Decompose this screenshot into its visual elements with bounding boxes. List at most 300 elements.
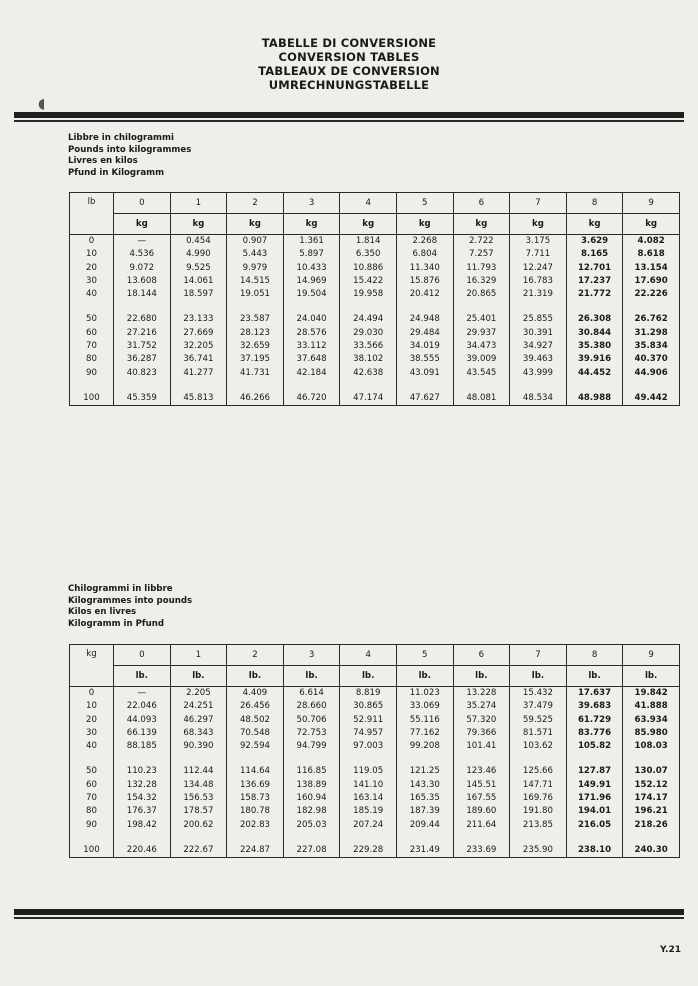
value-cell: 33.112 [283, 340, 340, 353]
row-label-cell: 30 [70, 727, 114, 740]
value-cell: 94.799 [283, 740, 340, 753]
value-cell: 229.28 [340, 844, 397, 858]
value-cell: 30.844 [566, 327, 623, 340]
row-label-cell: 60 [70, 327, 114, 340]
digit-header-cell: 8 [566, 645, 623, 666]
value-cell: 85.980 [623, 727, 680, 740]
value-cell: 222.67 [170, 844, 227, 858]
value-cell: 112.44 [170, 765, 227, 778]
value-cell: 29.937 [453, 327, 510, 340]
value-cell: 10.433 [283, 262, 340, 275]
value-cell: 185.19 [340, 805, 397, 818]
value-cell: 88.185 [114, 740, 171, 753]
value-cell: 29.484 [396, 327, 453, 340]
row-label-cell: 10 [70, 700, 114, 713]
table-row [70, 714, 680, 727]
digit-header-cell: 1 [170, 193, 227, 214]
value-cell: 22.226 [623, 288, 680, 301]
value-cell: 5.443 [227, 248, 284, 261]
digit-header-cell: 9 [623, 193, 680, 214]
title-german: UMRECHNUNGSTABELLE [268, 78, 430, 92]
value-cell: 211.64 [453, 819, 510, 832]
pounds-to-kilograms-table [69, 192, 680, 406]
digit-header-cell: 2 [227, 645, 284, 666]
value-cell: 8.165 [566, 248, 623, 261]
value-cell: 37.195 [227, 353, 284, 366]
bottom-rule [14, 909, 684, 919]
value-cell: 141.10 [340, 779, 397, 792]
value-cell: 16.783 [510, 275, 567, 288]
value-cell: 79.366 [453, 727, 510, 740]
value-cell: 218.26 [623, 819, 680, 832]
value-cell: 196.21 [623, 805, 680, 818]
value-cell: 43.999 [510, 367, 567, 380]
digit-header-cell: 6 [453, 193, 510, 214]
value-cell: 66.139 [114, 727, 171, 740]
value-cell: 42.184 [283, 367, 340, 380]
value-cell: 213.85 [510, 819, 567, 832]
value-cell: 31.298 [623, 327, 680, 340]
row-label-cell: 100 [70, 844, 114, 858]
title-block [0, 36, 698, 92]
value-cell: 77.162 [396, 727, 453, 740]
value-cell: 22.046 [114, 700, 171, 713]
row-label-cell: 30 [70, 275, 114, 288]
digit-header-cell: 8 [566, 193, 623, 214]
table-row [70, 392, 680, 406]
unit-header-cell: kg [566, 214, 623, 235]
value-cell: 11.023 [396, 687, 453, 701]
value-cell: 26.308 [566, 313, 623, 326]
value-cell: 4.536 [114, 248, 171, 261]
row-label-cell: 20 [70, 262, 114, 275]
value-cell: 24.040 [283, 313, 340, 326]
value-cell: 35.380 [566, 340, 623, 353]
value-cell: 9.525 [170, 262, 227, 275]
table-row [70, 248, 680, 261]
value-cell: 44.906 [623, 367, 680, 380]
value-cell: 19.842 [623, 687, 680, 701]
value-cell: 23.587 [227, 313, 284, 326]
value-cell: 12.247 [510, 262, 567, 275]
value-cell: 22.680 [114, 313, 171, 326]
value-cell: 47.174 [340, 392, 397, 406]
value-cell: 27.216 [114, 327, 171, 340]
unit-header-cell: lb. [170, 666, 227, 687]
unit-header-cell: kg [453, 214, 510, 235]
value-cell: 167.55 [453, 792, 510, 805]
value-cell: 123.46 [453, 765, 510, 778]
value-cell: 220.46 [114, 844, 171, 858]
table-row [70, 727, 680, 740]
value-cell: 39.463 [510, 353, 567, 366]
unit-header-cell: lb. [566, 666, 623, 687]
value-cell: 19.958 [340, 288, 397, 301]
table2-caption-french: Kilos en livres [68, 607, 137, 618]
value-cell: 205.03 [283, 819, 340, 832]
value-cell: — [114, 235, 171, 249]
table-row [70, 340, 680, 353]
table-row [70, 844, 680, 858]
value-cell: 0.907 [227, 235, 284, 249]
value-cell: 7.257 [453, 248, 510, 261]
value-cell: 4.082 [623, 235, 680, 249]
value-cell: 180.78 [227, 805, 284, 818]
value-cell: 216.05 [566, 819, 623, 832]
value-cell: 6.350 [340, 248, 397, 261]
value-cell: 7.711 [510, 248, 567, 261]
unit-header-cell: lb. [396, 666, 453, 687]
value-cell: 174.17 [623, 792, 680, 805]
value-cell: 97.003 [340, 740, 397, 753]
row-label-cell: 80 [70, 353, 114, 366]
value-cell: 231.49 [396, 844, 453, 858]
table-row [70, 805, 680, 818]
unit-header-cell: kg [114, 214, 171, 235]
value-cell: 1.814 [340, 235, 397, 249]
digit-header-row [70, 193, 680, 214]
value-cell: 194.01 [566, 805, 623, 818]
value-cell: 83.776 [566, 727, 623, 740]
value-cell: 47.627 [396, 392, 453, 406]
unit-header-row [70, 666, 680, 687]
value-cell: 154.32 [114, 792, 171, 805]
value-cell: 28.660 [283, 700, 340, 713]
table-row [70, 367, 680, 380]
value-cell: 238.10 [566, 844, 623, 858]
value-cell: 49.442 [623, 392, 680, 406]
title-french: TABLEAUX DE CONVERSION [258, 64, 440, 78]
value-cell: 101.41 [453, 740, 510, 753]
value-cell: 2.722 [453, 235, 510, 249]
value-cell: 178.57 [170, 805, 227, 818]
value-cell: 9.979 [227, 262, 284, 275]
value-cell: 27.669 [170, 327, 227, 340]
value-cell: 39.916 [566, 353, 623, 366]
value-cell: 2.205 [170, 687, 227, 701]
value-cell: 72.753 [283, 727, 340, 740]
row-label-cell: 90 [70, 819, 114, 832]
table-row [70, 353, 680, 366]
value-cell: 189.60 [453, 805, 510, 818]
value-cell: 26.456 [227, 700, 284, 713]
value-cell: 18.597 [170, 288, 227, 301]
value-cell: 81.571 [510, 727, 567, 740]
value-cell: 17.690 [623, 275, 680, 288]
table-row [70, 687, 680, 701]
table-row [70, 327, 680, 340]
value-cell: 25.401 [453, 313, 510, 326]
value-cell: 43.545 [453, 367, 510, 380]
table1-caption-german: Pfund in Kilogramm [68, 167, 165, 178]
unit-header-cell: kg [227, 214, 284, 235]
digit-header-cell: 5 [396, 193, 453, 214]
value-cell: 30.865 [340, 700, 397, 713]
value-cell: 24.251 [170, 700, 227, 713]
value-cell: 33.069 [396, 700, 453, 713]
value-cell: 136.69 [227, 779, 284, 792]
value-cell: 176.37 [114, 805, 171, 818]
row-label-cell: 10 [70, 248, 114, 261]
value-cell: 0.454 [170, 235, 227, 249]
value-cell: 13.154 [623, 262, 680, 275]
value-cell: 3.175 [510, 235, 567, 249]
table-row [70, 313, 680, 326]
value-cell: 39.009 [453, 353, 510, 366]
value-cell: 16.329 [453, 275, 510, 288]
table-row [70, 765, 680, 778]
table-row [70, 262, 680, 275]
unit-header-cell: lb. [510, 666, 567, 687]
value-cell: 38.102 [340, 353, 397, 366]
value-cell: 36.287 [114, 353, 171, 366]
value-cell: 48.534 [510, 392, 567, 406]
value-cell: 224.87 [227, 844, 284, 858]
value-cell: 74.957 [340, 727, 397, 740]
row-label-cell: 70 [70, 340, 114, 353]
value-cell: 191.80 [510, 805, 567, 818]
value-cell: 43.091 [396, 367, 453, 380]
value-cell: 10.886 [340, 262, 397, 275]
value-cell: 32.205 [170, 340, 227, 353]
value-cell: 46.266 [227, 392, 284, 406]
value-cell: 41.731 [227, 367, 284, 380]
value-cell: 70.548 [227, 727, 284, 740]
value-cell: 41.277 [170, 367, 227, 380]
value-cell: 40.823 [114, 367, 171, 380]
unit-header-cell: kg [283, 214, 340, 235]
value-cell: 227.08 [283, 844, 340, 858]
value-cell: 48.988 [566, 392, 623, 406]
corner-unit-cell: lb [70, 193, 114, 235]
unit-header-cell: lb. [283, 666, 340, 687]
digit-header-cell: 1 [170, 645, 227, 666]
value-cell: 147.71 [510, 779, 567, 792]
digit-header-cell: 7 [510, 645, 567, 666]
value-cell: 37.479 [510, 700, 567, 713]
row-label-cell: 80 [70, 805, 114, 818]
digit-header-row [70, 645, 680, 666]
value-cell: 171.96 [566, 792, 623, 805]
value-cell: 15.432 [510, 687, 567, 701]
value-cell: 20.412 [396, 288, 453, 301]
value-cell: 21.319 [510, 288, 567, 301]
value-cell: 34.019 [396, 340, 453, 353]
table1-caption-english: Pounds into kilogrammes [68, 144, 192, 155]
value-cell: 29.030 [340, 327, 397, 340]
table1-caption-italian: Libbre in chilogrammi [68, 133, 174, 143]
value-cell: 152.12 [623, 779, 680, 792]
value-cell: 127.87 [566, 765, 623, 778]
value-cell: 8.819 [340, 687, 397, 701]
row-label-cell: 50 [70, 765, 114, 778]
value-cell: 45.813 [170, 392, 227, 406]
value-cell: 6.614 [283, 687, 340, 701]
row-label-cell: 20 [70, 714, 114, 727]
value-cell: 198.42 [114, 819, 171, 832]
value-cell: 116.85 [283, 765, 340, 778]
value-cell: 200.62 [170, 819, 227, 832]
page-number: Y.21 [660, 945, 681, 955]
top-rule [14, 112, 684, 122]
table-row [70, 235, 680, 249]
value-cell: 114.64 [227, 765, 284, 778]
value-cell: 48.081 [453, 392, 510, 406]
value-cell: 235.90 [510, 844, 567, 858]
unit-header-cell: lb. [227, 666, 284, 687]
digit-header-cell: 3 [283, 193, 340, 214]
value-cell: 105.82 [566, 740, 623, 753]
value-cell: 45.359 [114, 392, 171, 406]
value-cell: 3.629 [566, 235, 623, 249]
value-cell: 9.072 [114, 262, 171, 275]
value-cell: 121.25 [396, 765, 453, 778]
table1-caption [68, 133, 191, 179]
value-cell: 55.116 [396, 714, 453, 727]
value-cell: 4.990 [170, 248, 227, 261]
table-row [70, 275, 680, 288]
unit-header-cell: lb. [453, 666, 510, 687]
title-english: CONVERSION TABLES [278, 50, 420, 64]
table-row [70, 700, 680, 713]
value-cell: 233.69 [453, 844, 510, 858]
digit-header-cell: 4 [340, 193, 397, 214]
unit-header-cell: kg [170, 214, 227, 235]
value-cell: 11.793 [453, 262, 510, 275]
table2-caption-italian: Chilogrammi in libbre [68, 584, 173, 594]
value-cell: 14.061 [170, 275, 227, 288]
digit-header-cell: 4 [340, 645, 397, 666]
value-cell: 17.237 [566, 275, 623, 288]
value-cell: 132.28 [114, 779, 171, 792]
value-cell: 145.51 [453, 779, 510, 792]
value-cell: 138.89 [283, 779, 340, 792]
value-cell: 90.390 [170, 740, 227, 753]
value-cell: 12.701 [566, 262, 623, 275]
row-label-cell: 40 [70, 740, 114, 753]
digit-header-cell: 3 [283, 645, 340, 666]
value-cell: 19.051 [227, 288, 284, 301]
value-cell: 28.576 [283, 327, 340, 340]
value-cell: 63.934 [623, 714, 680, 727]
value-cell: 48.502 [227, 714, 284, 727]
value-cell: 13.608 [114, 275, 171, 288]
value-cell: 158.73 [227, 792, 284, 805]
value-cell: 2.268 [396, 235, 453, 249]
value-cell: 209.44 [396, 819, 453, 832]
value-cell: 24.948 [396, 313, 453, 326]
value-cell: — [114, 687, 171, 701]
value-cell: 110.23 [114, 765, 171, 778]
table2-caption [68, 584, 192, 630]
value-cell: 149.91 [566, 779, 623, 792]
value-cell: 21.772 [566, 288, 623, 301]
table-row [70, 792, 680, 805]
digit-header-cell: 6 [453, 645, 510, 666]
value-cell: 35.274 [453, 700, 510, 713]
value-cell: 19.504 [283, 288, 340, 301]
value-cell: 125.66 [510, 765, 567, 778]
value-cell: 42.638 [340, 367, 397, 380]
value-cell: 34.927 [510, 340, 567, 353]
corner-unit-cell: kg [70, 645, 114, 687]
value-cell: 35.834 [623, 340, 680, 353]
value-cell: 52.911 [340, 714, 397, 727]
digit-header-cell: 0 [114, 193, 171, 214]
value-cell: 20.865 [453, 288, 510, 301]
value-cell: 31.752 [114, 340, 171, 353]
value-cell: 59.525 [510, 714, 567, 727]
unit-header-cell: kg [340, 214, 397, 235]
value-cell: 119.05 [340, 765, 397, 778]
unit-header-cell: lb. [340, 666, 397, 687]
value-cell: 6.804 [396, 248, 453, 261]
value-cell: 207.24 [340, 819, 397, 832]
row-label-cell: 0 [70, 687, 114, 701]
value-cell: 14.515 [227, 275, 284, 288]
value-cell: 160.94 [283, 792, 340, 805]
table2-caption-english: Kilogrammes into pounds [68, 595, 193, 606]
table-row [70, 779, 680, 792]
value-cell: 61.729 [566, 714, 623, 727]
value-cell: 33.566 [340, 340, 397, 353]
digit-header-cell: 9 [623, 645, 680, 666]
value-cell: 39.683 [566, 700, 623, 713]
title-italian: TABELLE DI CONVERSIONE [261, 36, 437, 50]
table1-caption-french: Livres en kilos [68, 156, 138, 167]
value-cell: 15.422 [340, 275, 397, 288]
row-label-cell: 100 [70, 392, 114, 406]
value-cell: 44.093 [114, 714, 171, 727]
value-cell: 165.35 [396, 792, 453, 805]
value-cell: 68.343 [170, 727, 227, 740]
value-cell: 36.741 [170, 353, 227, 366]
value-cell: 17.637 [566, 687, 623, 701]
value-cell: 38.555 [396, 353, 453, 366]
table-row [70, 740, 680, 753]
value-cell: 1.361 [283, 235, 340, 249]
value-cell: 99.208 [396, 740, 453, 753]
value-cell: 25.855 [510, 313, 567, 326]
value-cell: 23.133 [170, 313, 227, 326]
table-row [70, 819, 680, 832]
value-cell: 57.320 [453, 714, 510, 727]
digit-header-cell: 7 [510, 193, 567, 214]
value-cell: 14.969 [283, 275, 340, 288]
value-cell: 44.452 [566, 367, 623, 380]
unit-header-cell: kg [510, 214, 567, 235]
unit-header-cell: lb. [114, 666, 171, 687]
digit-header-cell: 0 [114, 645, 171, 666]
value-cell: 30.391 [510, 327, 567, 340]
value-cell: 103.62 [510, 740, 567, 753]
value-cell: 92.594 [227, 740, 284, 753]
unit-header-row [70, 214, 680, 235]
value-cell: 187.39 [396, 805, 453, 818]
row-label-cell: 60 [70, 779, 114, 792]
value-cell: 34.473 [453, 340, 510, 353]
value-cell: 8.618 [623, 248, 680, 261]
value-cell: 4.409 [227, 687, 284, 701]
value-cell: 143.30 [396, 779, 453, 792]
value-cell: 32.659 [227, 340, 284, 353]
punch-hole-mark: ◖ [38, 96, 46, 112]
value-cell: 40.370 [623, 353, 680, 366]
table2-caption-german: Kilogramm in Pfund [68, 618, 165, 629]
table-row [70, 288, 680, 301]
value-cell: 163.14 [340, 792, 397, 805]
row-label-cell: 0 [70, 235, 114, 249]
